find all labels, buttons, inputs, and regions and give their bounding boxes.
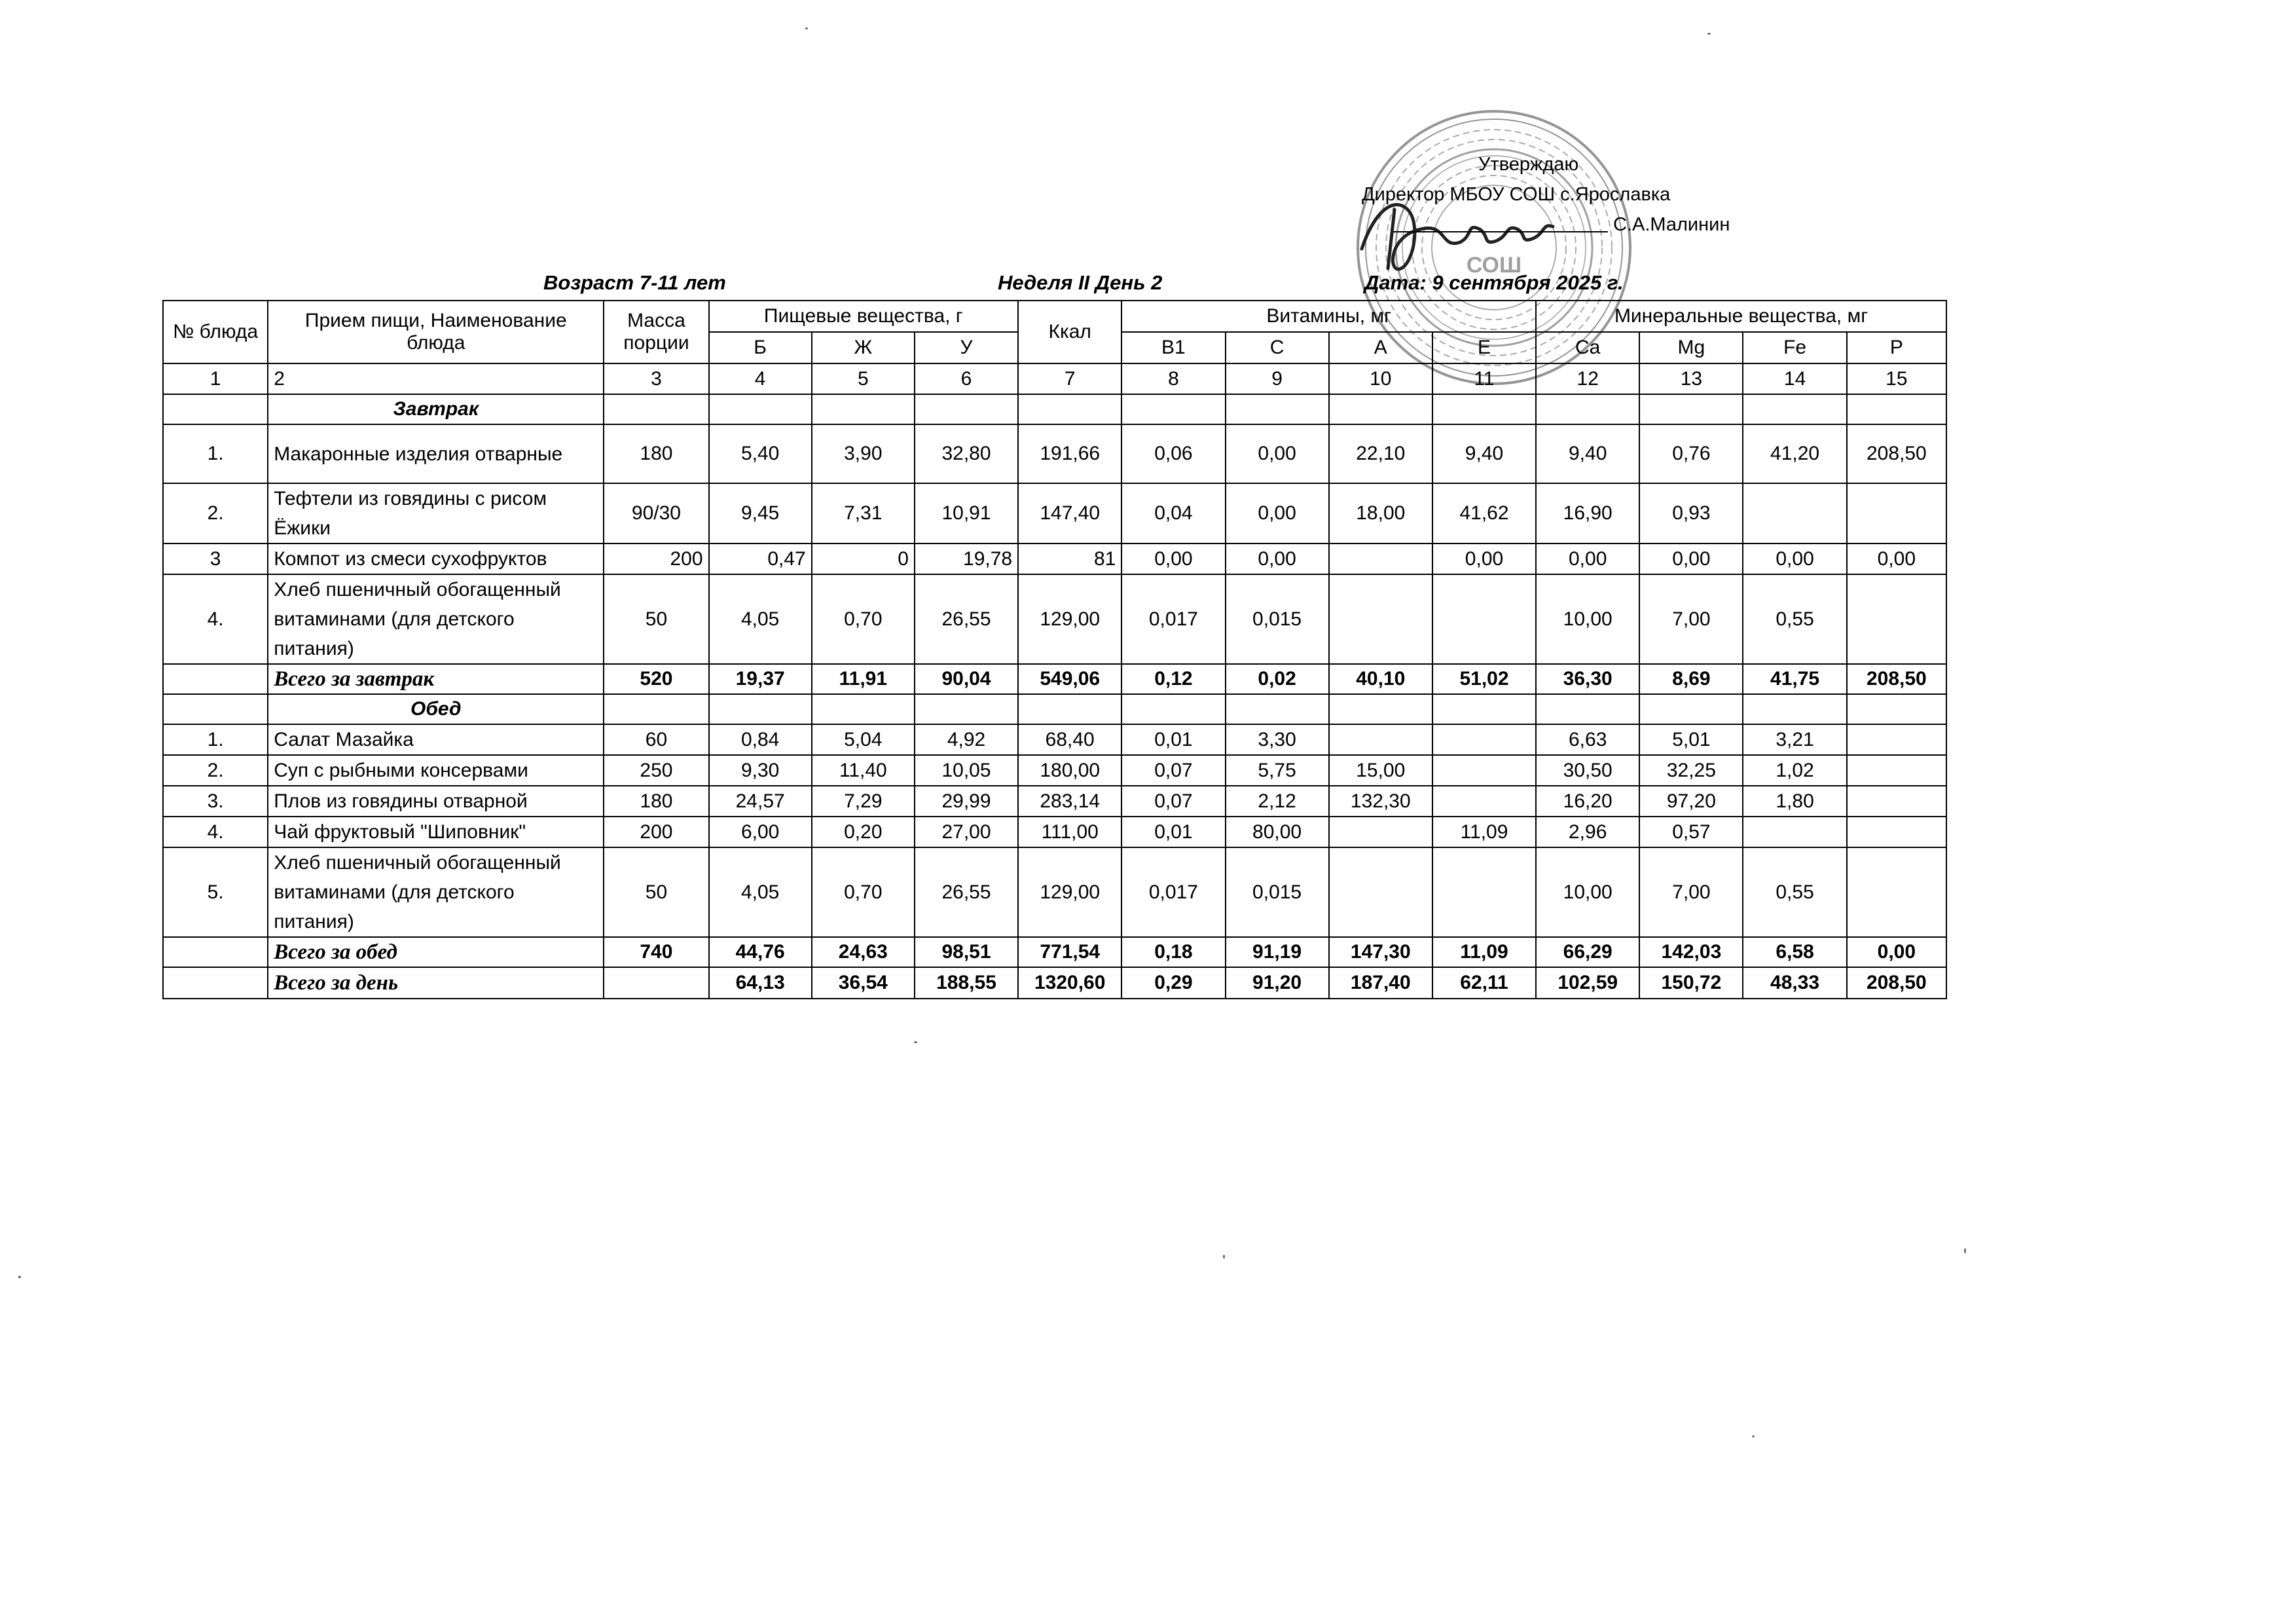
- cell-value: 0,00: [1847, 937, 1946, 967]
- cell-dish-name: Чай фруктовый "Шиповник": [268, 817, 604, 847]
- empty-cell: [1226, 394, 1329, 424]
- cell-value: [1329, 544, 1432, 574]
- empty-cell: [163, 394, 268, 424]
- header-ca: Ca: [1536, 332, 1639, 363]
- cell-value: 520: [604, 664, 708, 694]
- cell-value: 2,96: [1536, 817, 1639, 847]
- cell-value: 14: [1743, 363, 1846, 394]
- cell-value: 16,90: [1536, 483, 1639, 544]
- cell-value: 147,40: [1018, 483, 1121, 544]
- cell-value: 3,21: [1743, 724, 1846, 755]
- header-vit-a: A: [1329, 332, 1432, 363]
- cell-value: 208,50: [1847, 664, 1946, 694]
- empty-cell: [1536, 694, 1639, 724]
- header-row: [163, 301, 1946, 332]
- cell-value: [1847, 724, 1946, 755]
- cell-value: 22,10: [1329, 424, 1432, 483]
- cell-value: 0,00: [1639, 544, 1743, 574]
- cell-value: 15: [1847, 363, 1946, 394]
- cell-value: 0,00: [1536, 544, 1639, 574]
- empty-cell: [1743, 394, 1846, 424]
- cell-value: [1432, 786, 1536, 817]
- cell-dish-no: [163, 937, 268, 967]
- cell-value: 0,00: [1121, 544, 1225, 574]
- lunch-row: [163, 755, 1946, 786]
- cell-value: 64,13: [709, 967, 812, 999]
- header-vit-c: C: [1226, 332, 1329, 363]
- cell-value: 208,50: [1847, 424, 1946, 483]
- cell-value: [1432, 724, 1536, 755]
- cell-value: 9,40: [1536, 424, 1639, 483]
- lunch-row: [163, 847, 1946, 937]
- cell-value: 9,30: [709, 755, 812, 786]
- cell-dish-no: 4.: [163, 574, 268, 664]
- cell-value: 11: [1432, 363, 1536, 394]
- cell-value: 4,92: [915, 724, 1018, 755]
- cell-value: 10,05: [915, 755, 1018, 786]
- cell-value: 0,47: [709, 544, 812, 574]
- scan-speck: [1964, 1248, 1966, 1253]
- empty-cell: [1018, 694, 1121, 724]
- cell-value: 188,55: [915, 967, 1018, 999]
- cell-dish-no: 2.: [163, 483, 268, 544]
- cell-value: [1432, 847, 1536, 937]
- cell-value: 11,91: [812, 664, 915, 694]
- empty-cell: [812, 394, 915, 424]
- empty-cell: [812, 694, 915, 724]
- cell-value: [1432, 755, 1536, 786]
- cell-dish-no: 3: [163, 544, 268, 574]
- cell-value: 0,015: [1226, 847, 1329, 937]
- header-mg: Mg: [1639, 332, 1743, 363]
- cell-value: 41,20: [1743, 424, 1846, 483]
- cell-value: 0,01: [1121, 724, 1225, 755]
- scan-speck: [1752, 1435, 1755, 1437]
- cell-value: 4: [709, 363, 812, 394]
- cell-value: [1847, 786, 1946, 817]
- director-name: С.А.Малинин: [1613, 214, 1730, 235]
- cell-dish-no: 2.: [163, 755, 268, 786]
- cell-value: 5,04: [812, 724, 915, 755]
- cell-value: 11,40: [812, 755, 915, 786]
- empty-cell: [1432, 694, 1536, 724]
- cell-value: 80,00: [1226, 817, 1329, 847]
- cell-value: 24,63: [812, 937, 915, 967]
- cell-value: 142,03: [1639, 937, 1743, 967]
- cell-value: 0,29: [1121, 967, 1225, 999]
- cell-value: 36,30: [1536, 664, 1639, 694]
- cell-value: 102,59: [1536, 967, 1639, 999]
- breakfast-row: [163, 424, 1946, 483]
- cell-value: 27,00: [915, 817, 1018, 847]
- cell-value: 24,57: [709, 786, 812, 817]
- cell-value: 41,75: [1743, 664, 1846, 694]
- header-p: P: [1847, 332, 1946, 363]
- cell-value: 283,14: [1018, 786, 1121, 817]
- cell-dish-no: 3.: [163, 786, 268, 817]
- cell-value: 111,00: [1018, 817, 1121, 847]
- lunch-total-row: [163, 937, 1946, 967]
- breakfast-total-row: [163, 664, 1946, 694]
- cell-value: 36,54: [812, 967, 915, 999]
- lunch-row: [163, 817, 1946, 847]
- date-label: Дата: 9 сентября 2025 г.: [1364, 271, 1624, 294]
- cell-value: 0,06: [1121, 424, 1225, 483]
- section-title: Обед: [268, 694, 604, 724]
- section-title: Завтрак: [268, 394, 604, 424]
- cell-value: 0,00: [1743, 544, 1846, 574]
- cell-value: 8,69: [1639, 664, 1743, 694]
- cell-value: [604, 967, 708, 999]
- lunch-row: [163, 724, 1946, 755]
- empty-cell: [1536, 394, 1639, 424]
- cell-value: 5,75: [1226, 755, 1329, 786]
- header-meal-name: Прием пищи, Наименование блюда: [268, 301, 604, 363]
- cell-value: 3,90: [812, 424, 915, 483]
- cell-value: 129,00: [1018, 847, 1121, 937]
- cell-dish-name: Суп с рыбными консервами: [268, 755, 604, 786]
- cell-value: 0,93: [1639, 483, 1743, 544]
- cell-value: [1847, 817, 1946, 847]
- empty-cell: [604, 694, 708, 724]
- cell-dish-name: Хлеб пшеничный обогащенный витаминами (для детского питания): [268, 574, 604, 664]
- cell-value: [1847, 847, 1946, 937]
- cell-dish-no: [163, 664, 268, 694]
- director-title: Директор МБОУ СОШ с.Ярославка: [1362, 184, 1671, 205]
- cell-value: 7,31: [812, 483, 915, 544]
- cell-value: 129,00: [1018, 574, 1121, 664]
- empty-cell: [1743, 694, 1846, 724]
- scan-speck: [1223, 1255, 1225, 1259]
- cell-dish-name: Компот из смеси сухофруктов: [268, 544, 604, 574]
- cell-value: 19,37: [709, 664, 812, 694]
- empty-cell: [1121, 694, 1225, 724]
- cell-value: 60: [604, 724, 708, 755]
- empty-cell: [1847, 694, 1946, 724]
- cell-dish-name: Плов из говядины отварной: [268, 786, 604, 817]
- cell-value: 180: [604, 424, 708, 483]
- cell-value: 0,01: [1121, 817, 1225, 847]
- cell-value: 4,05: [709, 847, 812, 937]
- cell-value: 549,06: [1018, 664, 1121, 694]
- cell-dish-no: 4.: [163, 817, 268, 847]
- cell-value: [1847, 574, 1946, 664]
- cell-dish-name: Всего за обед: [268, 937, 604, 967]
- breakfast-row: [163, 544, 1946, 574]
- cell-dish-no: 5.: [163, 847, 268, 937]
- cell-value: 0,00: [1432, 544, 1536, 574]
- cell-value: 0,00: [1226, 424, 1329, 483]
- cell-value: 200: [604, 817, 708, 847]
- cell-value: 0,017: [1121, 847, 1225, 937]
- cell-value: 0,84: [709, 724, 812, 755]
- cell-value: 97,20: [1639, 786, 1743, 817]
- cell-value: 7,29: [812, 786, 915, 817]
- cell-value: 1320,60: [1018, 967, 1121, 999]
- cell-value: 32,25: [1639, 755, 1743, 786]
- empty-cell: [915, 394, 1018, 424]
- cell-value: 0,76: [1639, 424, 1743, 483]
- cell-value: 0: [812, 544, 915, 574]
- cell-dish-name: Всего за день: [268, 967, 604, 999]
- cell-value: 5,40: [709, 424, 812, 483]
- cell-value: [1432, 574, 1536, 664]
- cell-value: 0,12: [1121, 664, 1225, 694]
- cell-value: 68,40: [1018, 724, 1121, 755]
- cell-value: 3,30: [1226, 724, 1329, 755]
- cell-value: 0,55: [1743, 847, 1846, 937]
- cell-value: 12: [1536, 363, 1639, 394]
- cell-value: 9: [1226, 363, 1329, 394]
- cell-value: 3: [604, 363, 708, 394]
- cell-value: 98,51: [915, 937, 1018, 967]
- cell-dish-no: 1: [163, 363, 268, 394]
- cell-dish-name: Салат Мазайка: [268, 724, 604, 755]
- cell-value: 0,55: [1743, 574, 1846, 664]
- header-fat: Ж: [812, 332, 915, 363]
- cell-value: 1,80: [1743, 786, 1846, 817]
- section-lunch: [163, 694, 1946, 724]
- cell-value: 48,33: [1743, 967, 1846, 999]
- header-nutrients: Пищевые вещества, г: [709, 301, 1019, 332]
- cell-value: 4,05: [709, 574, 812, 664]
- cell-value: 19,78: [915, 544, 1018, 574]
- cell-value: 5: [812, 363, 915, 394]
- cell-value: 41,62: [1432, 483, 1536, 544]
- breakfast-row: [163, 483, 1946, 544]
- approval-block: [1354, 149, 1730, 240]
- cell-value: [1329, 817, 1432, 847]
- cell-value: [1329, 724, 1432, 755]
- header-dish-no: № блюда: [163, 301, 268, 363]
- cell-value: 8: [1121, 363, 1225, 394]
- cell-dish-name: Макаронные изделия отварные: [268, 424, 604, 483]
- cell-value: 10: [1329, 363, 1432, 394]
- cell-value: 0,04: [1121, 483, 1225, 544]
- cell-value: 0,00: [1226, 483, 1329, 544]
- cell-value: 0,015: [1226, 574, 1329, 664]
- cell-value: 50: [604, 847, 708, 937]
- director-signature-line: [1354, 210, 1730, 240]
- cell-value: 191,66: [1018, 424, 1121, 483]
- cell-value: 180: [604, 786, 708, 817]
- empty-cell: [1432, 394, 1536, 424]
- scan-speck: [914, 1041, 917, 1043]
- cell-value: 740: [604, 937, 708, 967]
- header-vit-e: E: [1432, 332, 1536, 363]
- cell-value: 32,80: [915, 424, 1018, 483]
- cell-value: 9,40: [1432, 424, 1536, 483]
- cell-value: 10,00: [1536, 574, 1639, 664]
- cell-value: 147,30: [1329, 937, 1432, 967]
- cell-value: 90/30: [604, 483, 708, 544]
- scan-speck: [805, 28, 808, 29]
- cell-value: 9,45: [709, 483, 812, 544]
- cell-value: [1743, 817, 1846, 847]
- cell-value: 0,07: [1121, 786, 1225, 817]
- cell-value: 771,54: [1018, 937, 1121, 967]
- cell-value: 0,017: [1121, 574, 1225, 664]
- cell-value: [1847, 755, 1946, 786]
- cell-value: [1329, 847, 1432, 937]
- empty-cell: [1226, 694, 1329, 724]
- empty-cell: [1329, 694, 1432, 724]
- svg-text:СОШ: СОШ: [1466, 253, 1522, 278]
- column-number-row: [163, 363, 1946, 394]
- cell-value: 51,02: [1432, 664, 1536, 694]
- lunch-row: [163, 786, 1946, 817]
- cell-value: 15,00: [1329, 755, 1432, 786]
- cell-dish-name: Хлеб пшеничный обогащенный витаминами (для детского питания): [268, 847, 604, 937]
- cell-value: 180,00: [1018, 755, 1121, 786]
- cell-dish-name: Всего за завтрак: [268, 664, 604, 694]
- cell-value: 6,00: [709, 817, 812, 847]
- cell-value: 0,70: [812, 574, 915, 664]
- cell-value: 250: [604, 755, 708, 786]
- cell-value: 0,07: [1121, 755, 1225, 786]
- empty-cell: [915, 694, 1018, 724]
- cell-value: 29,99: [915, 786, 1018, 817]
- cell-value: [1329, 574, 1432, 664]
- cell-value: 5,01: [1639, 724, 1743, 755]
- cell-value: 90,04: [915, 664, 1018, 694]
- cell-value: [1743, 483, 1846, 544]
- empty-cell: [604, 394, 708, 424]
- empty-cell: [709, 394, 812, 424]
- cell-value: 0,02: [1226, 664, 1329, 694]
- cell-value: 132,30: [1329, 786, 1432, 817]
- cell-value: 26,55: [915, 847, 1018, 937]
- cell-value: 16,20: [1536, 786, 1639, 817]
- header-mass: Масса порции: [604, 301, 708, 363]
- header-protein: Б: [709, 332, 812, 363]
- cell-value: 6: [915, 363, 1018, 394]
- week-day-label: Неделя II День 2: [998, 271, 1163, 294]
- age-label: Возраст 7-11 лет: [543, 271, 726, 294]
- cell-value: 0,00: [1847, 544, 1946, 574]
- day-total-row: [163, 967, 1946, 999]
- empty-cell: [1847, 394, 1946, 424]
- approval-title: Утверждаю: [1478, 154, 1579, 175]
- cell-value: 50: [604, 574, 708, 664]
- cell-value: 91,20: [1226, 967, 1329, 999]
- cell-value: 0,20: [812, 817, 915, 847]
- cell-dish-no: [163, 967, 268, 999]
- cell-value: 0,70: [812, 847, 915, 937]
- cell-value: 0,57: [1639, 817, 1743, 847]
- cell-value: 44,76: [709, 937, 812, 967]
- breakfast-row: [163, 574, 1946, 664]
- cell-value: 187,40: [1329, 967, 1432, 999]
- cell-value: 6,63: [1536, 724, 1639, 755]
- cell-value: 200: [604, 544, 708, 574]
- cell-value: 11,09: [1432, 817, 1536, 847]
- header-vit-b1: B1: [1121, 332, 1225, 363]
- cell-value: 18,00: [1329, 483, 1432, 544]
- cell-value: 150,72: [1639, 967, 1743, 999]
- cell-dish-no: 1.: [163, 724, 268, 755]
- cell-value: 6,58: [1743, 937, 1846, 967]
- empty-cell: [1639, 694, 1743, 724]
- cell-dish-name: Тефтели из говядины с рисом Ёжики: [268, 483, 604, 544]
- cell-value: [1847, 483, 1946, 544]
- cell-value: 40,10: [1329, 664, 1432, 694]
- cell-value: 30,50: [1536, 755, 1639, 786]
- cell-value: 7,00: [1639, 847, 1743, 937]
- cell-value: 7,00: [1639, 574, 1743, 664]
- cell-dish-no: 1.: [163, 424, 268, 483]
- scan-speck: [1707, 33, 1711, 35]
- cell-value: 0,18: [1121, 937, 1225, 967]
- empty-cell: [1018, 394, 1121, 424]
- cell-dish-name: 2: [268, 363, 604, 394]
- cell-value: 91,19: [1226, 937, 1329, 967]
- cell-value: 13: [1639, 363, 1743, 394]
- header-vitamins: Витамины, мг: [1121, 301, 1536, 332]
- cell-value: 208,50: [1847, 967, 1946, 999]
- header-minerals: Минеральные вещества, мг: [1536, 301, 1946, 332]
- cell-value: 11,09: [1432, 937, 1536, 967]
- cell-value: 10,91: [915, 483, 1018, 544]
- empty-cell: [1121, 394, 1225, 424]
- empty-cell: [1329, 394, 1432, 424]
- cell-value: 7: [1018, 363, 1121, 394]
- empty-cell: [163, 694, 268, 724]
- cell-value: 66,29: [1536, 937, 1639, 967]
- header-kcal: Ккал: [1018, 301, 1121, 363]
- section-breakfast: [163, 394, 1946, 424]
- header-fe: Fe: [1743, 332, 1846, 363]
- cell-value: 1,02: [1743, 755, 1846, 786]
- scan-speck: [18, 1276, 21, 1278]
- cell-value: 0,00: [1226, 544, 1329, 574]
- cell-value: 10,00: [1536, 847, 1639, 937]
- menu-table: [162, 300, 1947, 999]
- cell-value: 81: [1018, 544, 1121, 574]
- cell-value: 62,11: [1432, 967, 1536, 999]
- empty-cell: [709, 694, 812, 724]
- empty-cell: [1639, 394, 1743, 424]
- cell-value: 26,55: [915, 574, 1018, 664]
- cell-value: 2,12: [1226, 786, 1329, 817]
- header-carbs: У: [915, 332, 1018, 363]
